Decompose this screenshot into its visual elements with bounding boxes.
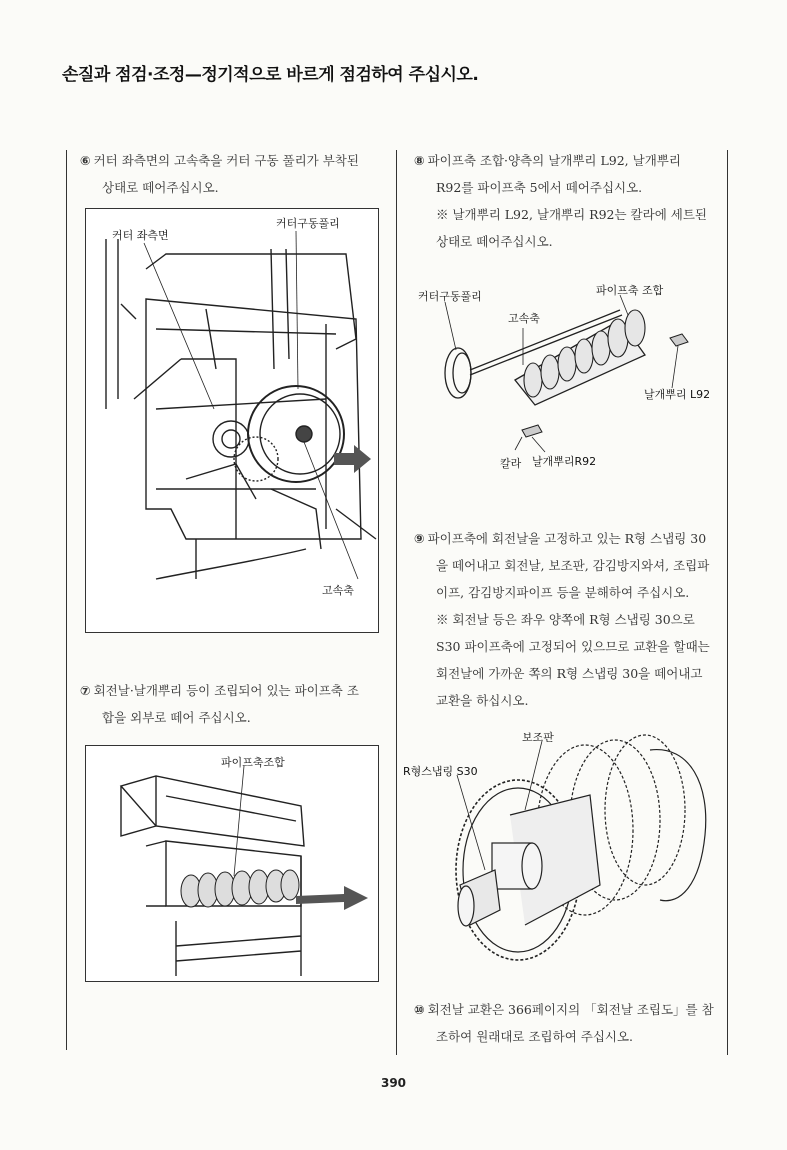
- label-wing-root-r92: 날개뿌리R92: [532, 455, 597, 468]
- cutter-left-side-drawing: [86, 209, 378, 632]
- label-cutter-drive-pulley: 커터구동풀리: [418, 290, 482, 303]
- label-auxiliary-plate: 보조판: [522, 731, 554, 744]
- step-8-line-1: 파이프축 조합·양측의 날개뿌리 L92, 날개뿌리: [427, 153, 681, 168]
- label-high-speed-shaft: 고속축: [508, 312, 540, 325]
- figure-pipe-shaft-removal: [85, 745, 379, 982]
- pipe-shaft-removal-drawing: [86, 746, 378, 981]
- label-cutter-drive-pulley: 커터구동풀리: [276, 217, 340, 230]
- right-column-rule: [727, 150, 728, 1055]
- figure-pipe-shaft-parts: [410, 280, 720, 480]
- step-8-note-1: ※ 날개뿌리 L92, 날개뿌리 R92는 칼라에 세트된: [436, 207, 707, 222]
- pipe-shaft-parts-drawing: [410, 280, 720, 480]
- step-9-note-2: S30 파이프축에 고정되어 있으므로 교환을 할때는: [436, 639, 710, 654]
- step-9-note-3: 회전날에 가까운 쪽의 R형 스냅링 30을 떼어내고: [436, 666, 703, 681]
- step-9-note-4: 교환을 하십시오.: [436, 693, 529, 708]
- step-7-line-1: 회전날·날개뿌리 등이 조립되어 있는 파이프축 조: [93, 683, 359, 698]
- step-6-line-1: 커터 좌측면의 고속축을 커터 구동 풀리가 부착된: [93, 153, 359, 168]
- label-cutter-left-side: 커터 좌측면: [112, 229, 169, 242]
- step-9-line-2: 을 떼어내고 회전날, 보조판, 감김방지와셔, 조립파: [436, 558, 710, 573]
- label-wing-root-l92: 날개뿌리 L92: [644, 388, 711, 401]
- step-8-line-2: R92를 파이프축 5에서 떼어주십시오.: [436, 180, 643, 195]
- page-title: 손질과 점검·조정—정기적으로 바르게 점검하여 주십시오.: [62, 65, 479, 85]
- figure-cutter-left-side: [85, 208, 379, 633]
- step-8: [414, 147, 707, 255]
- label-pipe-shaft-assembly: 파이프축 조합: [596, 284, 664, 297]
- label-high-speed-shaft: 고속축: [322, 584, 354, 597]
- step-8-note-2: 상태로 떼어주십시오.: [436, 234, 553, 249]
- figure-rotary-blade: [400, 725, 722, 980]
- step-9-number: ⑨: [414, 531, 425, 546]
- step-6-number: ⑥: [80, 153, 91, 168]
- step-9-line-3: 이프, 감김방지파이프 등을 분해하여 주십시오.: [436, 585, 690, 600]
- step-10: [414, 996, 714, 1050]
- step-10-line-1: 회전날 교환은 366페이지의 「회전날 조립도」를 참: [427, 1002, 714, 1017]
- step-6-line-2: 상태로 떼어주십시오.: [102, 180, 219, 195]
- center-column-rule: [396, 150, 397, 1055]
- step-8-number: ⑧: [414, 153, 425, 168]
- step-10-line-2: 조하여 원래대로 조립하여 주십시오.: [436, 1029, 634, 1044]
- page-number: 390: [380, 1076, 407, 1090]
- step-7: [80, 677, 359, 731]
- label-pipe-shaft-assembly: 파이프축조합: [221, 756, 285, 769]
- left-column-rule: [66, 150, 67, 1050]
- step-10-number: ⑩: [414, 1002, 425, 1017]
- step-6: [80, 147, 359, 201]
- step-9-note-1: ※ 회전날 등은 좌우 양쪽에 R형 스냅링 30으로: [436, 612, 695, 627]
- label-collar: 칼라: [500, 457, 522, 470]
- label-r-snap-ring-s30: R형스냅링 S30: [403, 765, 478, 778]
- step-9-line-1: 파이프축에 회전날을 고정하고 있는 R형 스냅링 30: [427, 531, 707, 546]
- step-7-number: ⑦: [80, 683, 91, 698]
- step-7-line-2: 합을 외부로 떼어 주십시오.: [102, 710, 251, 725]
- step-9: [414, 525, 710, 714]
